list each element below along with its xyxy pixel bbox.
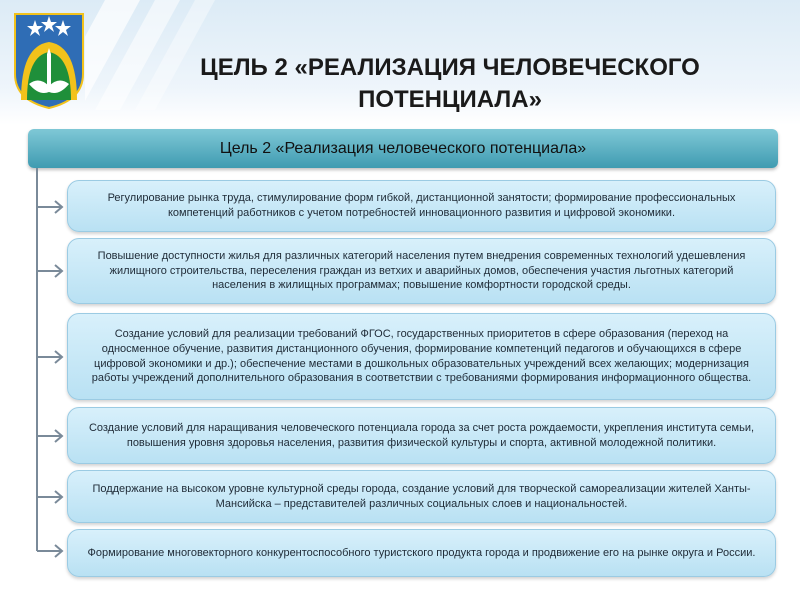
goal-item-human-potential: Создание условий для наращивания человеческого потенциала города за счет роста рождаемости, укрепления института семьи, повышения уровня здоровья населения, развития физической культуры и спорта, активной молодежной политики. [67, 407, 776, 464]
right-arrow-icon [37, 491, 62, 503]
right-arrow-icon [37, 351, 62, 363]
goal-item-labor-market: Регулирование рынка труда, стимулирование форм гибкой, дистанционной занятости; формирование профессиональных компетенций работников с учетом потребностей инновационного развития и цифровой экономики. [67, 180, 776, 232]
goal-item-housing: Повышение доступности жилья для различных категорий населения путем внедрения современных технологий удешевления жилищного строительства, переселения граждан из ветхих и аварийных домов, обеспечения участия льготных категорий населения в жилищных программах; повышение комфортности городской среды. [67, 238, 776, 304]
goal-item-education: Создание условий для реализации требований ФГОС, государственных приоритетов в сфере образования (переход на односменное обучение, развития дистанционного обучения, формирование компетенций педагогов и обучающихся в сфере цифровой экономики и др.); обеспечение местами в дошкольных образовательных учреждений всех желающих; модернизация работы учреждений дополнительного образования в соответствии с требованиями формирования информационного общества. [67, 313, 776, 400]
goal-item-culture: Поддержание на высоком уровне культурной среды города, создание условий для творческой самореализации жителей Ханты-Мансийска – представителей различных социальных слоев и национальностей. [67, 470, 776, 523]
goal-item-tourism: Формирование многовекторного конкурентоспособного туристского продукта города и продвижение его на рынке округа и России. [67, 529, 776, 577]
right-arrow-icon [37, 430, 62, 442]
right-arrow-icon [37, 265, 62, 277]
goal-header: Цель 2 «Реализация человеческого потенциала» [28, 129, 778, 168]
city-coat-of-arms-icon [13, 12, 85, 110]
slide-title: ЦЕЛЬ 2 «РЕАЛИЗАЦИЯ ЧЕЛОВЕЧЕСКОГО ПОТЕНЦИАЛА» [200, 54, 700, 113]
right-arrow-icon [37, 545, 62, 557]
right-arrow-icon [37, 201, 62, 213]
